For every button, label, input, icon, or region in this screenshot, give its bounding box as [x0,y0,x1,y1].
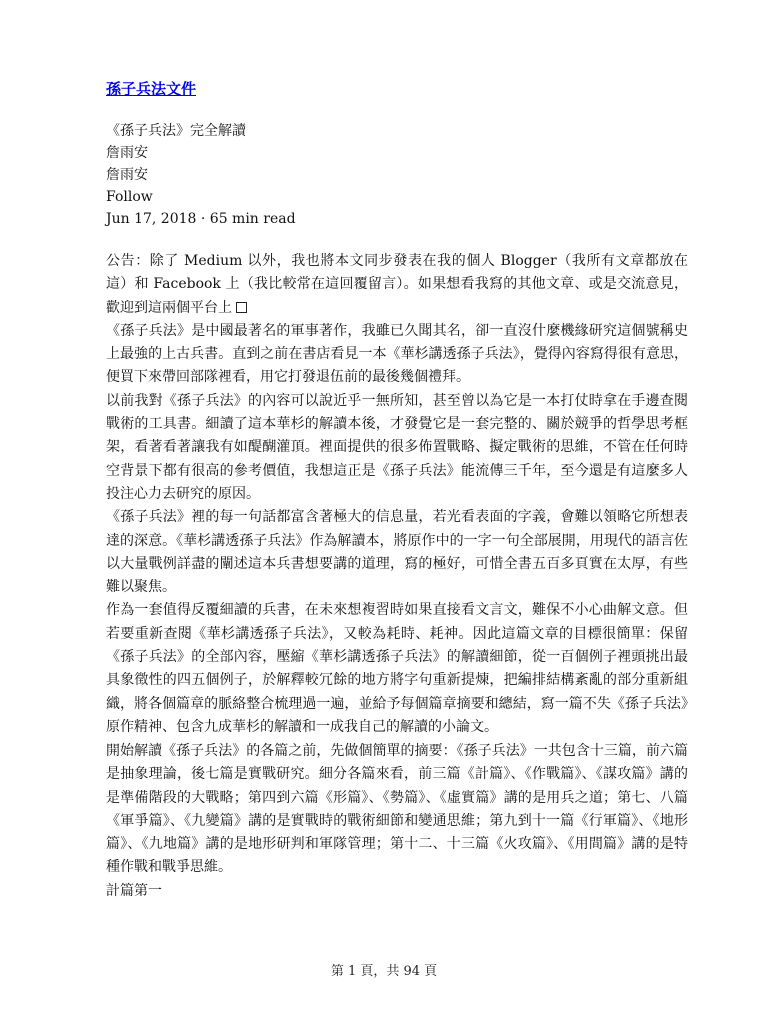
body-paragraph: 《孫子兵法》是中國最著名的軍事著作，我雖已久聞其名，卻一直沒什麼機緣研究這個號稱史上最強的上古兵書。直到之前在書店看見一本《華杉講透孫子兵法》，覺得內容寫得很有意思，便買下來帶回部隊裡看，用它打發退伍前的最後幾個禮拜。 [106,322,688,386]
follow-link[interactable]: Follow [106,189,153,205]
author-name: 詹雨安 [106,145,148,161]
article-subtitle: 《孫子兵法》完全解讀 [106,123,246,139]
chapter-heading: 計篇第一 [106,882,162,899]
placeholder-box-icon [236,302,247,313]
page-indicator: 第 1 頁，共 94 頁 [330,964,438,979]
document-title-link[interactable]: 孫子兵法文件 [106,80,197,98]
announcement-text: 公告：除了 Medium 以外，我也將本文同步發表在我的個人 Blogger（我所有文章都放在這）和 Facebook 上（我比較常在這回覆留言）。如果想看我寫的其他文章、或是交流意見，歡迎到這兩個平台上 [106,253,688,316]
body-paragraph: 《孫子兵法》裡的每一句話都富含著極大的信息量，若光看表面的字義，會難以領略它所想表達的深意。《華杉講透孫子兵法》作為解讀本，將原作中的一字一句全部展開，用現代的語言佐以大量戰例詳盡的闡述這本兵書想要講的道理，寫的極好，可惜全書五百多頁實在太厚，有些難以聚焦。 [106,509,688,596]
announcement-paragraph [106,250,688,320]
author-name-repeat: 詹雨安 [106,167,148,183]
article-body-part-1 [106,250,688,739]
body-paragraph: 作為一套值得反覆細讀的兵書，在未來想複習時如果直接看文言文，難保不小心曲解文意。但若要重新查閱《華杉講透孫子兵法》，又較為耗時、耗神。因此這篇文章的目標很簡單：保留《孫子兵法》的全部內容，壓縮《華杉講透孫子兵法》的解讀細節，從一百個例子裡頭挑出最具象徵性的四五個例子，於解釋較冗餘的地方將字句重新提煉，把編排結構紊亂的部分重新組織，將各個篇章的脈絡整合梳理過一遍，並給予每個篇章摘要和總結，寫一篇不失《孫子兵法》原作精神、包含九成華杉的解讀和一成我自己的解讀的小論文。 [106,602,688,735]
body-paragraph: 以前我對《孫子兵法》的內容可以說近乎一無所知，甚至曾以為它是一本打仗時拿在手邊查閱戰術的工具書。細讀了這本華杉的解讀本後，才發覺它是一套完整的、關於競爭的哲學思考框架，看著看著讓我有如醍醐灌頂。裡面提供的很多佈置戰略、擬定戰術的思維，不管在任何時空背景下都有很高的參考價值，我想這正是《孫子兵法》能流傳三千年，至今還是有這麼多人投注心力去研究的原因。 [106,392,688,502]
summary-paragraph: 開始解讀《孫子兵法》的各篇之前，先做個簡單的摘要：《孫子兵法》一共包含十三篇，前六篇是抽象理論，後七篇是實戰研究。細分各篇來看，前三篇《計篇》、《作戰篇》、《謀攻篇》講的是準備階段的大戰略；第四到六篇《形篇》、《勢篇》、《虛實篇》講的是用兵之道；第七、八篇《軍爭篇》、《九變篇》講的是實戰時的戰術細節和變通思維；第九到十一篇《行軍篇》、《地形篇》、《九地篇》講的是地形研判和軍隊管理；第十二、十三篇《火攻篇》、《用間篇》講的是特種作戰和戰爭思維。 [106,743,688,876]
article-body-part-2 [106,740,688,903]
publish-date-readtime: Jun 17, 2018 · 65 min read [106,211,296,227]
